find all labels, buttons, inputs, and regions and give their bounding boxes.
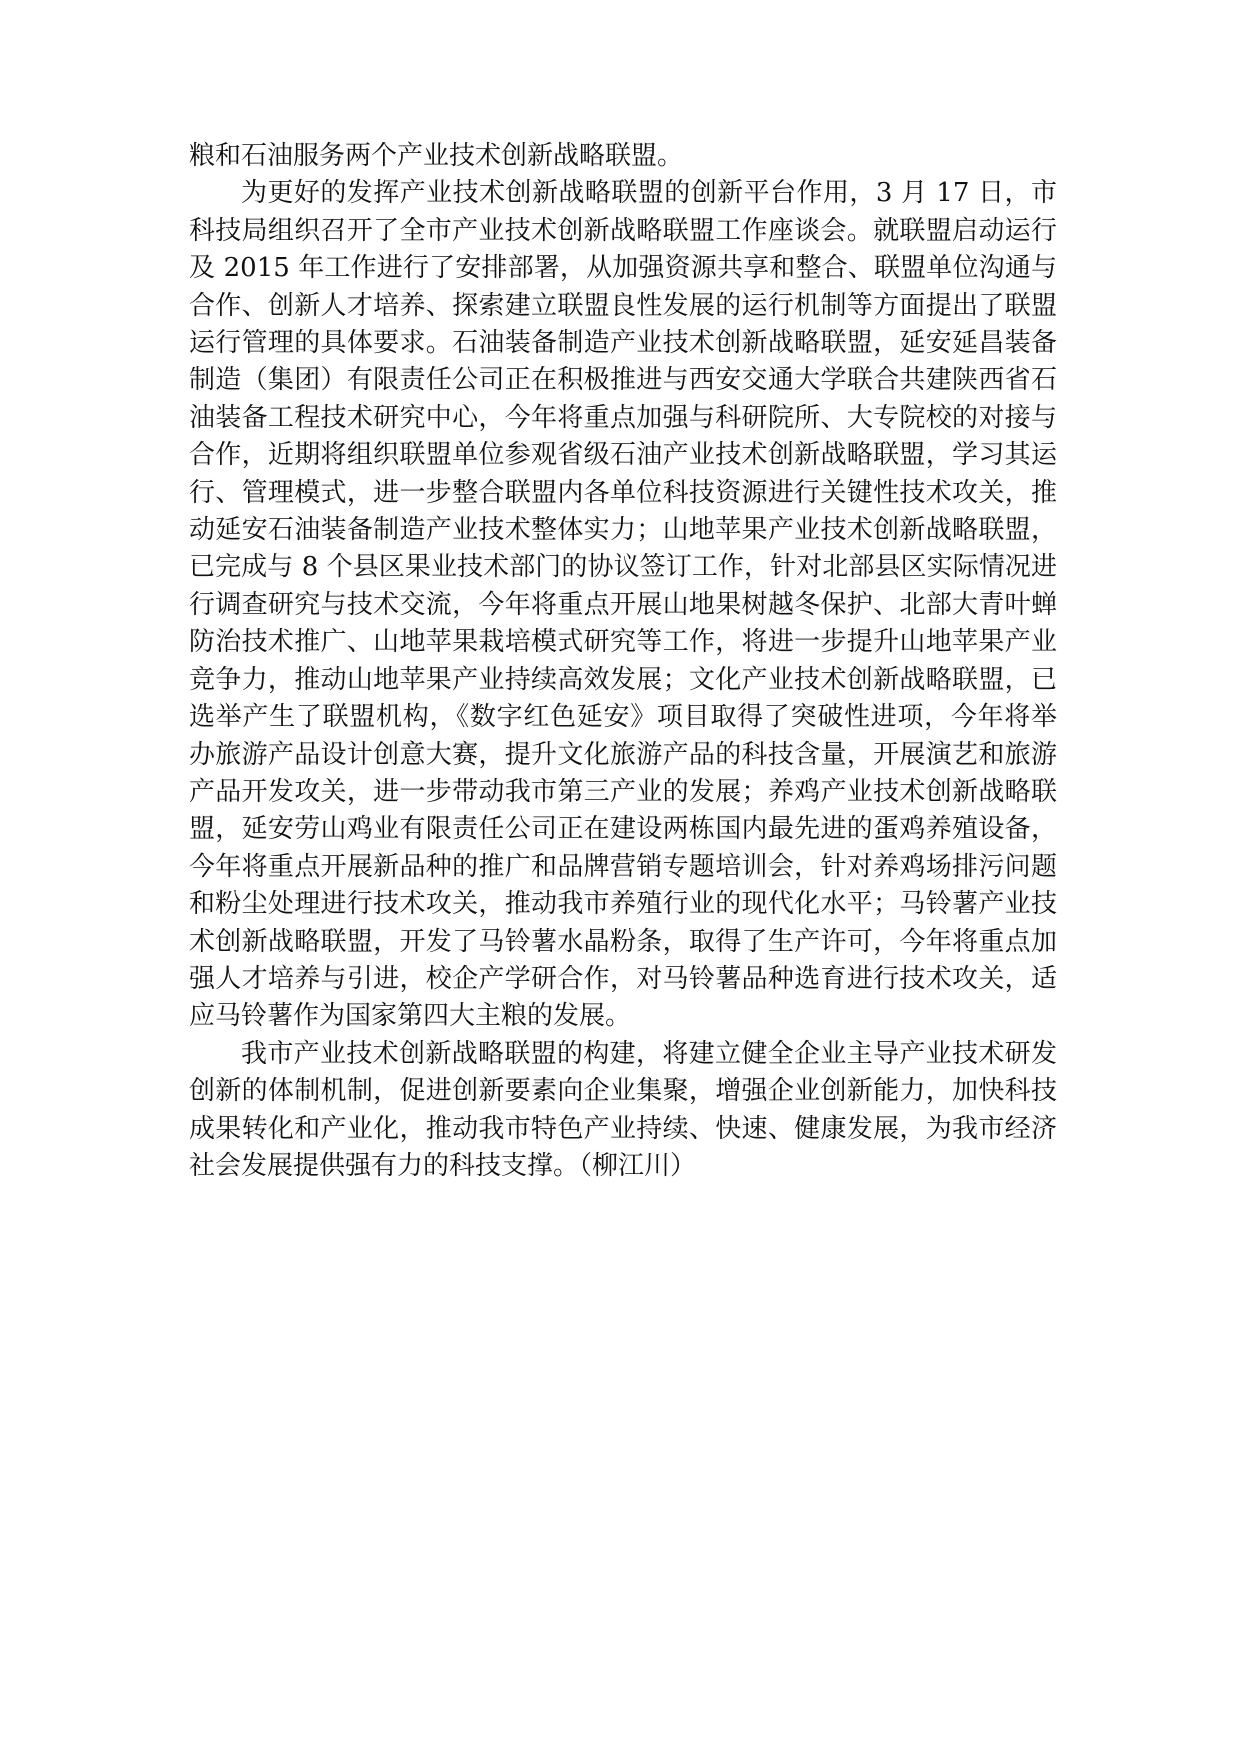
paragraph-continuation: 粮和石油服务两个产业技术创新战略联盟。 (189, 141, 684, 171)
paragraph-alliance-meeting: 为更好的发挥产业技术创新战略联盟的创新平台作用，3 月 17 日，市科技局组织召开了全市产业技术创新战略联盟工作座谈会。就联盟启动运行及 2015 年工作进行了安排部署，从加强资源共享和整合、联盟单位沟通与合作、创新人才培养、探索建立联盟良性发展的运行机制等方面提出了联盟运行管理的具体要求。石油装备制造产业技术创新战略联盟，延安延昌装备制造（集团）有限责任公司正在积极推进与西安交通大学联合共建陕西省石油装备工程技术研究中心，今年将重点加强与科研院所、大专院校的对接与合作，近期将组织联盟单位参观省级石油产业技术创新战略联盟，学习其运行、管理模式，进一步整合联盟内各单位科技资源进行关键性技术攻关，推动延安石油装备制造产业技术整体实力；山地苹果产业技术创新战略联盟，已完成与 8 个县区果业技术部门的协议签订工作，针对北部县区实际情况进行调查研究与技术交流，今年将重点开展山地果树越冬保护、北部大青叶蝉防治技术推广、山地苹果栽培模式研究等工作，将进一步提升山地苹果产业竞争力，推动山地苹果产业持续高效发展；文化产业技术创新战略联盟，已选举产生了联盟机构，《数字红色延安》项目取得了突破性进项，今年将举办旅游产品设计创意大赛，提升文化旅游产品的科技含量，开展演艺和旅游产品开发攻关，进一步带动我市第三产业的发展；养鸡产业技术创新战略联盟，延安劳山鸡业有限责任公司正在建设两栋国内最先进的蛋鸡养殖设备，今年将重点开展新品种的推广和品牌营销专题培训会，针对养鸡场排污问题和粉尘处理进行技术攻关，推动我市养殖行业的现代化水平；马铃薯产业技术创新战略联盟，开发了马铃薯水晶粉条，取得了生产许可，今年将重点加强人才培养与引进，校企产学研合作，对马铃薯品种选育进行技术攻关，适应马铃薯作为国家第四大主粮的发展。 (189, 178, 1057, 1032)
document-body (189, 138, 1057, 1185)
paragraph-conclusion: 我市产业技术创新战略联盟的构建，将建立健全企业主导产业技术研发创新的体制机制，促进创新要素向企业集聚，增强企业创新能力，加快科技成果转化和产业化，推动我市特色产业持续、快速、健康发展，为我市经济社会发展提供强有力的科技支撑。（柳江川） (189, 1038, 1057, 1181)
